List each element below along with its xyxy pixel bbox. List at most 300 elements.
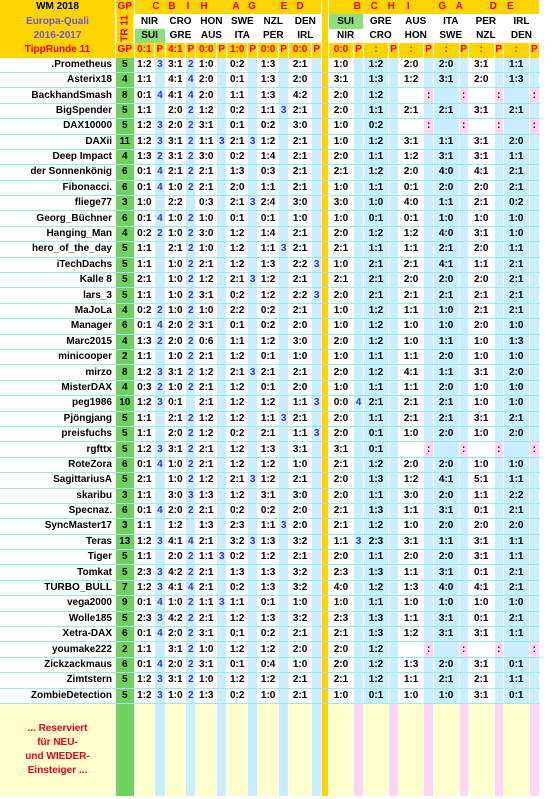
subtitle-1: Europa-Quali	[0, 14, 116, 28]
tipp-score: 2:1	[289, 411, 312, 426]
tipp-points	[248, 642, 258, 657]
tipp-score: 1:3	[503, 334, 529, 349]
tipp-score: 3:1	[165, 673, 186, 688]
tipp-score: 2:1	[289, 58, 312, 73]
tipp-score: 2:1	[328, 673, 354, 688]
tipp-points	[459, 596, 468, 611]
tipp-score: 2:0	[165, 119, 186, 134]
tipp-points	[155, 288, 165, 303]
tipp-points	[389, 380, 398, 395]
tipp-score: 2:1	[328, 273, 354, 288]
tipp-score: 2:1	[328, 457, 354, 472]
tipp-score: 3:1	[165, 134, 186, 149]
table-row	[0, 226, 540, 241]
tipp-points	[494, 365, 503, 380]
tipp-points: 3	[278, 103, 288, 118]
table-row	[0, 88, 540, 103]
tipp-points	[424, 72, 433, 87]
tipp-points	[459, 657, 468, 672]
tipp-points	[248, 503, 258, 518]
tipp-points	[424, 103, 433, 118]
tipp-score: 3:1	[196, 119, 217, 134]
tipp-points	[494, 673, 503, 688]
tipp-points	[459, 473, 468, 488]
tipp-score	[468, 88, 494, 103]
tipp-score: 2:1	[433, 103, 459, 118]
tipp-score: 1:0	[468, 349, 494, 364]
tipp-points	[459, 503, 468, 518]
tipp-points	[459, 58, 468, 73]
tipp-points	[217, 319, 227, 334]
tipp-points	[459, 519, 468, 534]
table-row	[0, 488, 540, 503]
tipp-points: 3	[217, 134, 227, 149]
tipp-score: 3:1	[165, 58, 186, 73]
tipp-points	[354, 611, 363, 626]
tipp-points: 4	[186, 88, 196, 103]
tipp-score: 0:1	[468, 611, 494, 626]
tipp-points	[459, 349, 468, 364]
tipp-score: 3:1	[196, 657, 217, 672]
tipp-score: 0:1	[258, 380, 279, 395]
tipp-score: 1:0	[165, 226, 186, 241]
tipp-points: 2	[155, 149, 165, 164]
tipp-score: 1:1	[398, 242, 424, 257]
tipp-points	[459, 72, 468, 87]
tipp-score: 2:1	[196, 165, 217, 180]
tipp-points	[529, 503, 539, 518]
tipp-points	[389, 334, 398, 349]
tipp-score: 2:0	[433, 457, 459, 472]
tipp-score: 1:2	[363, 303, 389, 318]
tipp-score: 1:2	[134, 442, 155, 457]
tipp-score: 3:0	[398, 488, 424, 503]
tipprunde-result: :	[433, 43, 459, 57]
tipp-score: 3:1	[328, 72, 354, 87]
tipp-score: 2:0	[503, 134, 529, 149]
player-gp: 5	[116, 411, 135, 426]
tipp-score	[398, 88, 424, 103]
tipp-score: 4:1	[433, 257, 459, 272]
tipp-points	[389, 103, 398, 118]
tipp-score: 2:1	[328, 503, 354, 518]
tipp-points	[248, 103, 258, 118]
tipp-points	[389, 442, 398, 457]
tipp-points: 2	[186, 242, 196, 257]
tipp-score: 1:0	[503, 380, 529, 395]
tipp-score: 3:1	[468, 534, 494, 549]
reserved-note-line: Einsteiger ...	[27, 764, 88, 776]
tipp-score: 2:1	[363, 396, 389, 411]
tipp-score: 2:0	[328, 226, 354, 241]
tipp-score: 0:1	[503, 657, 529, 672]
tipp-score: 3:1	[433, 503, 459, 518]
tipp-score: 1:1	[134, 349, 155, 364]
tipprunde-label: TippRunde 11	[0, 43, 116, 57]
tipp-score: 3:1	[165, 365, 186, 380]
tipp-points	[389, 365, 398, 380]
tipp-score: 0:2	[227, 688, 248, 703]
tipp-score: 1:0	[289, 457, 312, 472]
tipp-points	[354, 519, 363, 534]
tipp-score: 3:1	[328, 442, 354, 457]
tipp-score: 3:1	[196, 288, 217, 303]
tipp-score: 1:0	[468, 211, 494, 226]
tipp-score: 2:1	[468, 196, 494, 211]
tipp-score: 0:1	[134, 503, 155, 518]
tipp-score: 1:2	[134, 688, 155, 703]
tipp-points: :	[529, 119, 539, 134]
tipp-score: 2:0	[328, 426, 354, 441]
tipp-points	[217, 565, 227, 580]
tipp-score: 1:2	[363, 165, 389, 180]
tipp-points	[155, 426, 165, 441]
tipp-score: 2:0	[468, 180, 494, 195]
tipp-points	[248, 180, 258, 195]
tipp-score: 2:0	[165, 103, 186, 118]
tipp-score: 1:0	[289, 349, 312, 364]
player-gp: 5	[116, 550, 135, 565]
tipp-points	[217, 226, 227, 241]
tipp-points	[217, 442, 227, 457]
tipp-score: 2:1	[363, 257, 389, 272]
tipp-points	[494, 411, 503, 426]
tipp-score: 1:2	[134, 580, 155, 595]
tipp-points	[354, 365, 363, 380]
tipp-score	[503, 88, 529, 103]
tipp-score: 1:0	[468, 396, 494, 411]
table-row	[0, 519, 540, 534]
player-gp: 5	[116, 119, 135, 134]
tipp-points	[311, 442, 321, 457]
tipprunde-result: 0:0	[289, 43, 312, 57]
tipp-score: 0:2	[227, 149, 248, 164]
tipp-score: 0:1	[468, 503, 494, 518]
tipp-score: 0:1	[134, 627, 155, 642]
tipp-score: 2:1	[165, 411, 186, 426]
tipp-points	[424, 673, 433, 688]
tipp-score: 2:1	[433, 396, 459, 411]
tipp-points: 2	[186, 119, 196, 134]
tipp-score: 1:0	[328, 380, 354, 395]
tipp-points	[311, 580, 321, 595]
tipp-score: 2:1	[289, 103, 312, 118]
tipp-score: 3:0	[289, 196, 312, 211]
tipp-points: 2	[186, 596, 196, 611]
tipp-points	[354, 550, 363, 565]
tipp-points	[424, 134, 433, 149]
tipp-score: 1:3	[134, 149, 155, 164]
tipp-points: 2	[186, 550, 196, 565]
tipp-points: :	[424, 119, 433, 134]
tipp-score: 1:0	[328, 349, 354, 364]
tipp-score: 1:0	[165, 380, 186, 395]
tipp-points	[424, 580, 433, 595]
tipp-score: 4:1	[165, 88, 186, 103]
tipp-points	[217, 334, 227, 349]
tipp-score: 0:2	[227, 550, 248, 565]
tipp-points	[529, 611, 539, 626]
tipp-points: 3	[248, 134, 258, 149]
tipp-score	[503, 642, 529, 657]
tipp-score: 3:1	[433, 72, 459, 87]
tipp-points	[278, 565, 288, 580]
tipp-points: 3	[248, 365, 258, 380]
tipp-score: 2:1	[503, 257, 529, 272]
tipp-points	[389, 657, 398, 672]
tipp-points	[389, 58, 398, 73]
tipp-score: 2:1	[196, 457, 217, 472]
tipp-score: 1:2	[134, 134, 155, 149]
tipp-score: 2:1	[398, 288, 424, 303]
tipp-points	[311, 165, 321, 180]
tipp-points	[424, 550, 433, 565]
tipp-points: 4	[155, 457, 165, 472]
tipp-score: 2:0	[433, 273, 459, 288]
tipp-score: 1:3	[258, 580, 279, 595]
tipp-score: 3:1	[468, 627, 494, 642]
tipp-score: 1:0	[503, 319, 529, 334]
tipp-points	[424, 180, 433, 195]
group-letter: E	[280, 1, 288, 13]
tipp-points	[424, 627, 433, 642]
tipp-score: 1:0	[165, 257, 186, 272]
tipp-score	[398, 119, 424, 134]
tipprunde-result: P	[186, 43, 196, 57]
tipp-points	[311, 380, 321, 395]
tipp-score: 2:3	[328, 611, 354, 626]
tipp-points	[459, 319, 468, 334]
tipp-points	[424, 349, 433, 364]
team-cell: GRE	[165, 29, 196, 43]
tipp-score: 1:2	[258, 334, 279, 349]
tipp-points	[248, 596, 258, 611]
tipp-points	[354, 119, 363, 134]
tipp-points	[529, 534, 539, 549]
tipp-points	[278, 211, 288, 226]
tipp-points	[217, 165, 227, 180]
tipp-points: 3	[217, 596, 227, 611]
tipp-points	[389, 88, 398, 103]
tipp-points	[389, 165, 398, 180]
tipp-score: 1:3	[227, 565, 248, 580]
tipp-score: 1:2	[258, 642, 279, 657]
tipp-points	[424, 365, 433, 380]
tipp-score: 2:1	[196, 380, 217, 395]
tipp-points	[155, 349, 165, 364]
tipp-points	[424, 288, 433, 303]
tipp-points: :	[494, 642, 503, 657]
tipp-score: 1:1	[289, 426, 312, 441]
tipp-points	[494, 550, 503, 565]
footer-row	[0, 703, 540, 796]
tipp-points: 2	[155, 226, 165, 241]
tipp-points	[459, 457, 468, 472]
tipp-points	[354, 58, 363, 73]
tipp-points	[278, 196, 288, 211]
tipp-points: 4	[186, 534, 196, 549]
tipp-points: 2	[186, 257, 196, 272]
tipp-points	[278, 580, 288, 595]
tipp-points	[529, 457, 539, 472]
tipp-score: 1:2	[227, 226, 248, 241]
tipp-score: 2:0	[328, 657, 354, 672]
gp-header: GP	[116, 0, 135, 14]
tipp-score: 1:2	[227, 257, 248, 272]
tipp-points	[217, 303, 227, 318]
group-letter: B	[353, 1, 361, 13]
tipp-score: 1:0	[468, 380, 494, 395]
tipp-points	[248, 565, 258, 580]
tipp-points	[459, 411, 468, 426]
tipp-points: 2	[186, 165, 196, 180]
tipp-score: 2:0	[289, 319, 312, 334]
tipp-points	[248, 380, 258, 395]
tipp-score: 2:1	[289, 550, 312, 565]
player-gp: 6	[116, 211, 135, 226]
tipp-points: 2	[186, 473, 196, 488]
tipp-score: 2:1	[289, 627, 312, 642]
tipp-score: 2:3	[227, 519, 248, 534]
player-name: peg1986	[0, 396, 116, 411]
tipp-score: 0:1	[227, 72, 248, 87]
tipp-score: 1:2	[196, 273, 217, 288]
table-row	[0, 119, 540, 134]
tipp-points	[278, 180, 288, 195]
tipp-points	[459, 396, 468, 411]
tipp-points	[459, 673, 468, 688]
tipp-score: 2:1	[196, 257, 217, 272]
tipp-points	[389, 72, 398, 87]
table-row	[0, 349, 540, 364]
team-cell: DEN	[289, 14, 322, 28]
tipp-points	[459, 365, 468, 380]
tipp-points	[354, 196, 363, 211]
tipp-points: 3	[155, 442, 165, 457]
tipp-points	[354, 134, 363, 149]
tipp-score: 1:2	[227, 349, 248, 364]
subtitle-2: 2016-2017	[0, 29, 116, 43]
tipp-score: 1:0	[398, 426, 424, 441]
tipp-score: 1:3	[258, 534, 279, 549]
tipp-score: 3:0	[196, 149, 217, 164]
tipp-points: 2	[186, 58, 196, 73]
tipp-points	[278, 550, 288, 565]
tipp-points	[424, 565, 433, 580]
tipp-points	[529, 411, 539, 426]
team-cell: IRL	[289, 29, 322, 43]
group-letter: C	[152, 1, 160, 13]
tipp-score: 1:1	[503, 149, 529, 164]
player-name: BackhandSmash	[0, 88, 116, 103]
tipp-points	[278, 119, 288, 134]
tipp-points	[529, 688, 539, 703]
tipp-points	[248, 72, 258, 87]
tipp-score: 0:1	[134, 319, 155, 334]
tipp-score: 0:2	[258, 119, 279, 134]
tipp-score: 1:0	[398, 688, 424, 703]
tipp-score: 0:6	[196, 334, 217, 349]
team-cell: NZL	[258, 14, 289, 28]
tipp-score: 1:1	[258, 411, 279, 426]
tipp-score	[503, 119, 529, 134]
tipp-score: 2:0	[165, 627, 186, 642]
tipp-points	[311, 627, 321, 642]
tipp-points	[248, 550, 258, 565]
tipp-points: 3	[155, 611, 165, 626]
tipp-points	[278, 257, 288, 272]
group-letter: G	[248, 1, 256, 13]
tipp-points: 3	[311, 257, 321, 272]
tipp-score: 2:0	[468, 72, 494, 87]
tipp-points	[459, 334, 468, 349]
tipp-score: 3:0	[289, 334, 312, 349]
tipp-points	[354, 165, 363, 180]
tipp-points	[248, 519, 258, 534]
tipp-points	[424, 226, 433, 241]
tipp-points	[278, 88, 288, 103]
tipp-score: 1:4	[258, 226, 279, 241]
tipp-points	[494, 627, 503, 642]
tipp-points	[529, 627, 539, 642]
tipp-score: 1:0	[328, 180, 354, 195]
tipp-points	[529, 319, 539, 334]
tipp-points: 2	[186, 503, 196, 518]
tipp-points	[389, 457, 398, 472]
tipp-score: 3:1	[468, 688, 494, 703]
tipp-score: 3:1	[165, 149, 186, 164]
player-name: Hanging_Man	[0, 226, 116, 241]
tipp-score: 2:2	[227, 303, 248, 318]
tipp-points	[217, 288, 227, 303]
tipp-score: 1:1	[363, 380, 389, 395]
tipp-score: 1:3	[258, 611, 279, 626]
tipp-points: 2	[186, 673, 196, 688]
team-cell: NZL	[468, 29, 503, 43]
tipp-score: 1:0	[165, 288, 186, 303]
tipp-score: 0:1	[227, 119, 248, 134]
tipp-points	[311, 673, 321, 688]
tipp-points	[248, 211, 258, 226]
tipp-points	[186, 196, 196, 211]
tipp-score: 2:1	[196, 442, 217, 457]
tipp-points: :	[529, 442, 539, 457]
tipp-score: 2:1	[196, 534, 217, 549]
tipp-score: 1:0	[433, 303, 459, 318]
tipp-score: 0:1	[134, 165, 155, 180]
tipp-points: 2	[186, 134, 196, 149]
tipp-points	[389, 534, 398, 549]
tipp-score: 2:0	[196, 88, 217, 103]
tipp-points	[354, 211, 363, 226]
tipp-score: 1:2	[196, 473, 217, 488]
tipp-score: 1:2	[227, 673, 248, 688]
tipprunde-result: 0:0	[196, 43, 217, 57]
tipp-score: 1:1	[398, 303, 424, 318]
tipp-score: 2:1	[165, 242, 186, 257]
tipp-points	[529, 426, 539, 441]
tipp-score: 2:0	[468, 519, 494, 534]
tipp-points	[529, 380, 539, 395]
tipp-points	[248, 88, 258, 103]
tipp-points	[494, 580, 503, 595]
tipp-score: 0:1	[363, 426, 389, 441]
tipp-score: 1:2	[227, 242, 248, 257]
tipp-score: 2:1	[433, 673, 459, 688]
tipp-score: 1:1	[433, 196, 459, 211]
tipp-score: 1:0	[289, 657, 312, 672]
player-gp: 5	[116, 473, 135, 488]
